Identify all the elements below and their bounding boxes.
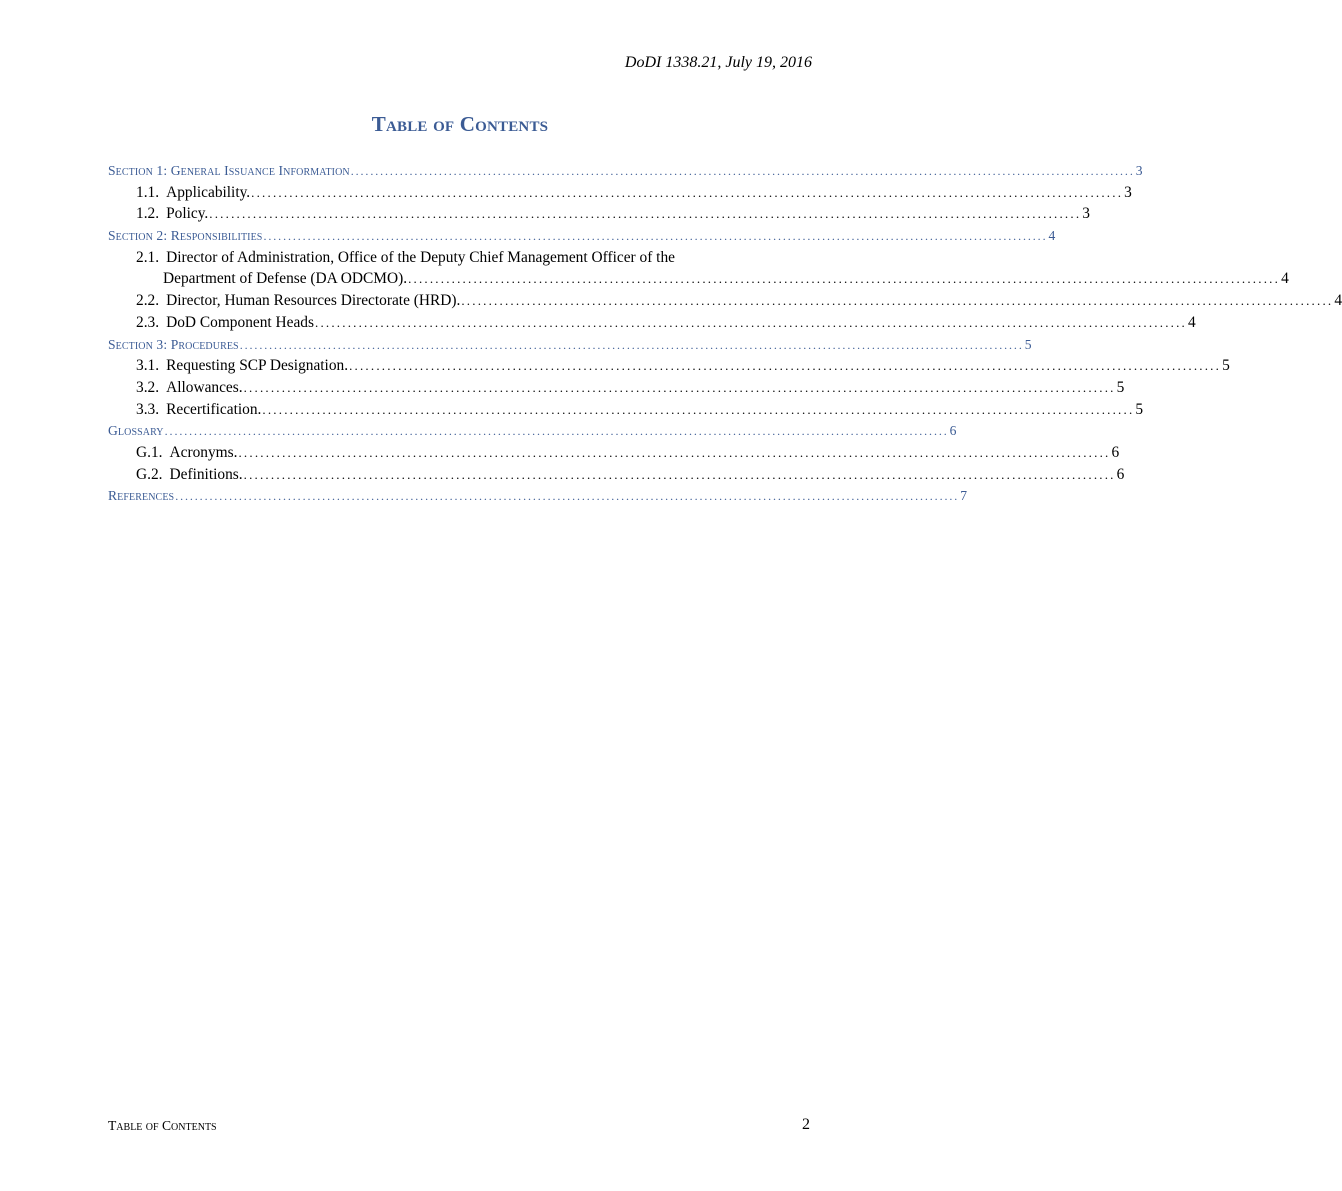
dot-leader: ................................................................................................................................................................ — [209, 206, 1082, 222]
toc-entry-number: 3.2. — [136, 378, 160, 396]
toc-entry-page: 6 — [1111, 443, 1120, 461]
toc-entry-1-1[interactable] — [108, 182, 1132, 204]
toc-entry-page: 4 — [1334, 292, 1342, 310]
toc-entry-page: 4 — [1188, 313, 1196, 331]
toc-entry-3-3[interactable] — [108, 399, 1144, 421]
toc-entry-title: Acronyms. — [169, 443, 238, 461]
toc-entry-number: 2.3. — [136, 313, 160, 331]
toc-entry-title: Applicability. — [166, 183, 251, 201]
dot-leader: ................................................................................................................................................................ — [263, 229, 1048, 244]
dot-leader: ................................................................................................................................................................ — [349, 358, 1222, 374]
toc-entry-g-1[interactable] — [108, 442, 1120, 464]
toc-entry-number: 3.3. — [136, 400, 160, 418]
footer-section-label: Table of Contents — [108, 1118, 217, 1133]
toc-entry-title: Requesting SCP Designation. — [166, 357, 349, 375]
dot-leader: ................................................................................................................................................................ — [408, 271, 1281, 287]
toc-entry-section-2[interactable] — [108, 225, 1056, 247]
toc-entry-title: Definitions. — [169, 465, 243, 483]
toc-entry-page: 5 — [1024, 336, 1032, 352]
dot-leader: ................................................................................................................................................................ — [243, 379, 1116, 395]
toc-entry-title: Recertification. — [166, 400, 262, 418]
toc-entry-page: 5 — [1222, 357, 1230, 375]
toc-entry-title: Director of Administration, Office of the Deputy Chief Management Officer of the — [166, 248, 675, 266]
toc-title: Table of Contents — [371, 112, 549, 136]
toc-entry-title: Director, Human Resources Directorate (HRD). — [166, 292, 461, 310]
toc-entry-2-1[interactable] — [108, 247, 810, 269]
toc-entry-3-1[interactable] — [108, 355, 1230, 377]
dot-leader: ................................................................................................................................................................ — [243, 466, 1116, 482]
table-of-contents — [108, 160, 1342, 507]
toc-entry-page: 6 — [1116, 465, 1125, 483]
toc-entry-title: Allowances. — [166, 378, 243, 396]
toc-entry-2-3[interactable] — [108, 312, 1196, 334]
running-header: DoDI 1338.21, July 19, 2016 — [624, 54, 812, 71]
toc-entry-page: 5 — [1116, 378, 1125, 396]
toc-entry-glossary[interactable] — [108, 420, 957, 442]
dot-leader: ................................................................................................................................................................ — [461, 293, 1334, 309]
toc-entry-2-2[interactable] — [108, 290, 1342, 312]
toc-entry-title: Section 1: General Issuance Information — [108, 163, 350, 178]
toc-entry-page: 6 — [949, 423, 957, 439]
toc-entry-number: G.2. — [136, 465, 163, 483]
toc-entry-number: 1.2. — [136, 205, 160, 223]
toc-entry-title: DoD Component Heads — [166, 313, 314, 331]
dot-leader: ................................................................................................................................................................ — [262, 401, 1135, 417]
dot-leader: ................................................................................................................................................................ — [315, 314, 1187, 330]
toc-entry-page: 7 — [960, 488, 968, 504]
toc-entry-title: Section 2: Responsibilities — [108, 228, 263, 244]
toc-entry-title: Glossary — [108, 423, 164, 439]
dot-leader: ................................................................................................................................................................ — [175, 489, 960, 504]
toc-entry-2-1-continued[interactable] — [108, 268, 1289, 290]
toc-entry-title: Policy. — [166, 205, 209, 223]
toc-entry-number: 2.1. — [136, 248, 160, 266]
toc-entry-references[interactable] — [108, 485, 968, 507]
toc-entry-title-continued: Department of Defense (DA ODCMO). — [163, 270, 408, 288]
toc-entry-number: G.1. — [136, 443, 163, 461]
toc-entry-page: 3 — [1124, 183, 1132, 201]
toc-entry-number: 1.1. — [136, 183, 160, 201]
toc-entry-section-3[interactable] — [108, 334, 1032, 356]
footer-page-number: 2 — [802, 1116, 810, 1133]
toc-entry-page: 4 — [1281, 270, 1289, 288]
toc-entry-page: 5 — [1135, 400, 1144, 418]
dot-leader: ................................................................................................................................................................ — [238, 444, 1111, 460]
toc-entry-page: 3 — [1082, 205, 1090, 223]
toc-entry-number: 2.2. — [136, 292, 160, 310]
dot-leader: ................................................................................................................................................................ — [239, 337, 1024, 352]
dot-leader: ................................................................................................................................................................ — [251, 184, 1124, 200]
dot-leader: ................................................................................................................................................................ — [350, 164, 1135, 178]
toc-entry-1-2[interactable] — [108, 203, 1090, 225]
toc-entry-3-2[interactable] — [108, 377, 1125, 399]
toc-entry-page: 4 — [1048, 228, 1056, 244]
toc-entry-section-1[interactable] — [108, 160, 1143, 182]
toc-entry-page: 3 — [1135, 163, 1143, 178]
dot-leader: ................................................................................................................................................................ — [164, 424, 949, 439]
toc-entry-title: References — [108, 488, 175, 504]
toc-entry-number: 3.1. — [136, 357, 160, 375]
toc-entry-g-2[interactable] — [108, 464, 1125, 486]
toc-entry-title: Section 3: Procedures — [108, 336, 239, 352]
